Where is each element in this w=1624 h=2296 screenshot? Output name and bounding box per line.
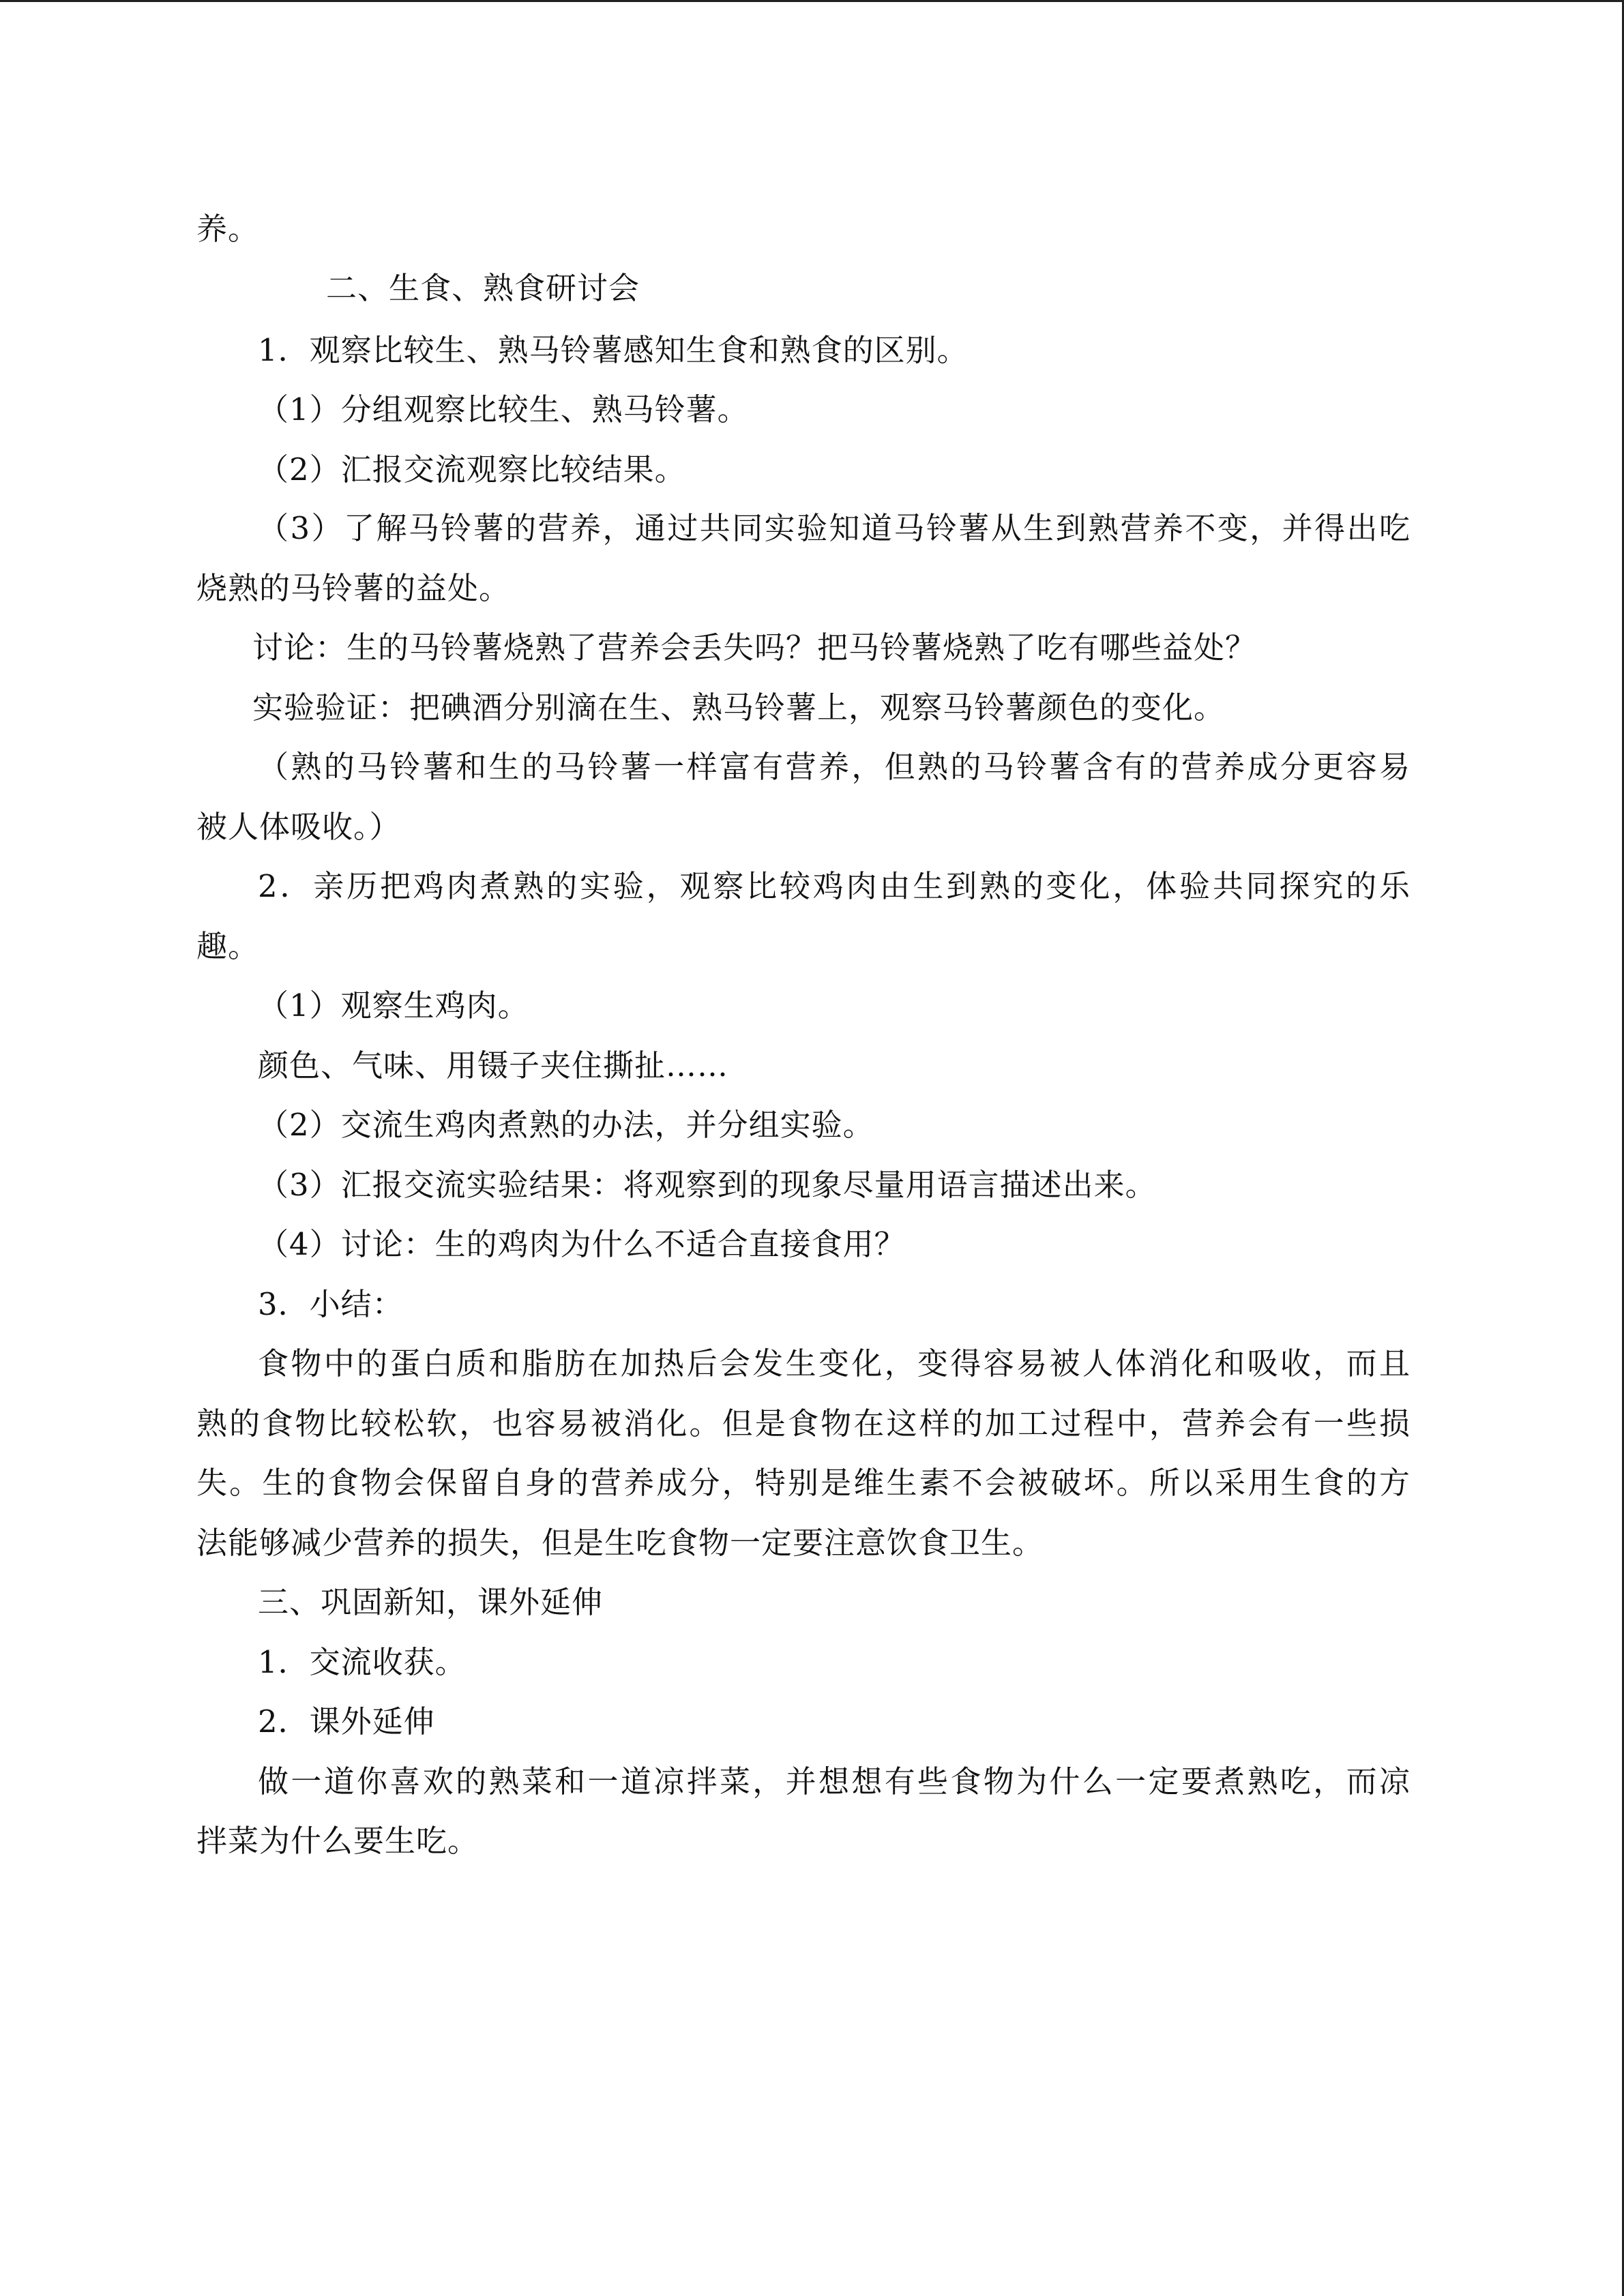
text-line: （3）了解马铃薯的营养，通过共同实验知道马铃薯从生到熟营养不变，并得出吃 [258, 510, 1411, 546]
text-line: 2．亲历把鸡肉煮熟的实验，观察比较鸡肉由生到熟的变化，体验共同探究的乐 [258, 868, 1411, 904]
text-line: 趣。 [196, 928, 260, 964]
text-line: （1）分组观察比较生、熟马铃薯。 [258, 391, 749, 428]
text-line: （2）交流生鸡肉煮熟的办法，并分组实验。 [258, 1107, 874, 1143]
text-line: （熟的马铃薯和生的马铃薯一样富有营养，但熟的马铃薯含有的营养成分更容易 [258, 749, 1411, 785]
text-line: 做一道你喜欢的熟菜和一道凉拌菜，并想想有些食物为什么一定要煮熟吃，而凉 [258, 1763, 1411, 1800]
text-line: 被人体吸收。） [196, 809, 401, 845]
text-line: 1．交流收获。 [258, 1644, 467, 1680]
text-line: 拌菜为什么要生吃。 [196, 1823, 479, 1859]
text-line: 烧熟的马铃薯的益处。 [196, 570, 511, 606]
text-line: （4）讨论：生的鸡肉为什么不适合直接食用？ [258, 1226, 906, 1262]
text-line: 食物中的蛋白质和脂肪在加热后会发生变化，变得容易被人体消化和吸收，而且 [258, 1345, 1411, 1382]
text-line: 颜色、气味、用镊子夹住撕扯…… [258, 1047, 729, 1084]
text-line: （2）汇报交流观察比较结果。 [258, 451, 686, 488]
text-line: 熟的食物比较松软，也容易被消化。但是食物在这样的加工过程中，营养会有一些损 [196, 1405, 1411, 1442]
page-border-top [0, 0, 1624, 2]
text-line: 失。生的食物会保留自身的营养成分，特别是维生素不会被破坏。所以采用生食的方 [196, 1465, 1411, 1501]
section-heading: 二、生食、熟食研讨会 [326, 270, 640, 306]
text-line: （1）观察生鸡肉。 [258, 987, 529, 1024]
text-line: 3．小结： [258, 1286, 404, 1322]
text-line: 法能够减少营养的损失，但是生吃食物一定要注意饮食卫生。 [196, 1525, 1044, 1561]
text-line: （3）汇报交流实验结果：将观察到的现象尽量用语言描述出来。 [258, 1167, 1157, 1203]
text-line: 讨论：生的马铃薯烧熟了营养会丢失吗？把马铃薯烧熟了吃有哪些益处？ [252, 629, 1257, 666]
section-heading: 三、巩固新知，课外延伸 [258, 1584, 604, 1620]
text-line: 2．课外延伸 [258, 1703, 435, 1740]
text-line: 养。 [196, 211, 260, 247]
text-line: 1．观察比较生、熟马铃薯感知生食和熟食的区别。 [258, 332, 969, 368]
text-line: 实验验证：把碘酒分别滴在生、熟马铃薯上，观察马铃薯颜色的变化。 [252, 689, 1226, 726]
